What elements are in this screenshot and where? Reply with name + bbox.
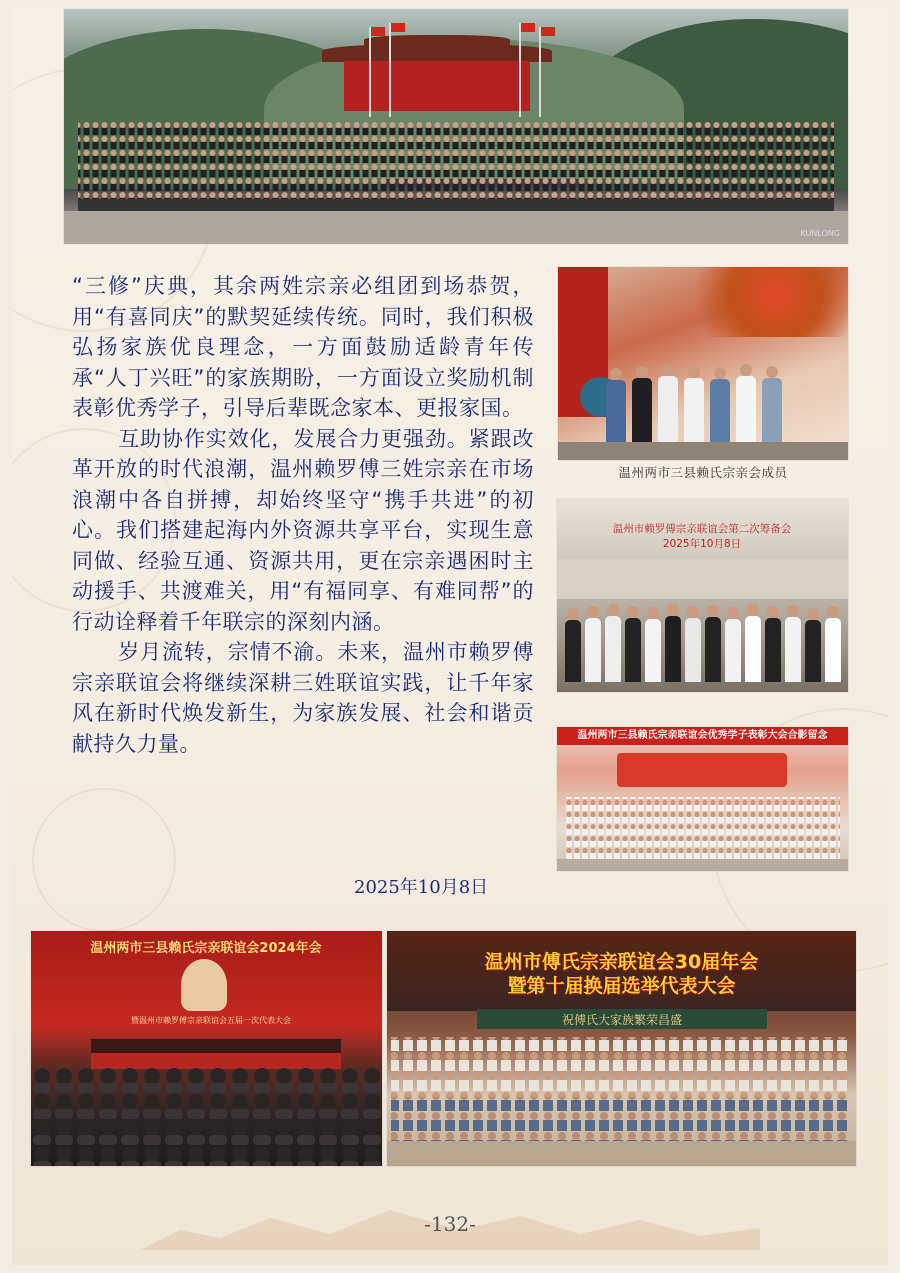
banner-line-2: 2025年10月8日 — [662, 538, 742, 550]
photo-watermark: KUNLONG — [800, 229, 840, 238]
fu-meeting-title-line-1: 温州市傅氏宗亲联谊会30届年会 — [484, 951, 759, 973]
audience — [31, 1067, 382, 1166]
top-group-photo — [64, 9, 848, 244]
article-paragraph-1: “三修”庆典，其余两姓宗亲必组团到场恭贺，用“有喜同庆”的默契延续传统。同时，我们积极弘扬家族优良理念，一方面鼓励适龄青年传承“人丁兴旺”的家族期盼，一方面设立奖励机制表彰优秀学子，引导后辈既念家本、更报家国。 — [72, 274, 534, 420]
photo-2024-annual-meeting — [31, 931, 382, 1166]
article-date: 2025年10月8日 — [354, 877, 489, 898]
annual-meeting-banner: 温州两市三县赖氏宗亲联谊会2024年会 — [90, 941, 322, 956]
photo-caption: 温州两市三县赖氏宗亲会成员 — [618, 465, 788, 480]
fu-meeting-title-line-2: 暨第十届换届选举代表大会 — [507, 975, 736, 997]
article-paragraph-3: 岁月流转，宗情不渝。未来，温州市赖罗傅宗亲联谊会将继续深耕三姓联谊实践，让千年家风在新时代焕发新生，为家族发展、社会和谐贡献持久力量。 — [72, 640, 534, 756]
fu-meeting-subtitle: 祝傅氏大家族繁荣昌盛 — [561, 1013, 682, 1027]
award-crowd — [557, 787, 848, 871]
annual-meeting-sub: 暨温州市赖罗傅宗亲联谊会五届一次代表大会 — [131, 1016, 291, 1025]
photo-fu-clan-30th-annual-meeting — [387, 931, 856, 1166]
article-body — [72, 271, 534, 759]
photo-preparatory-meeting — [557, 499, 848, 692]
photo-student-award-ceremony — [557, 727, 848, 871]
crowd-illustration — [64, 9, 848, 244]
award-banner: 温州两市三县赖氏宗亲联谊会优秀学子表彰大会合影留念 — [557, 727, 848, 745]
page-number: -132- — [424, 1212, 476, 1236]
article-paragraph-2: 互助协作实效化，发展合力更强劲。紧跟改革开放的时代浪潮，温州赖罗傅三姓宗亲在市场浪潮中各自拼搏，却始终坚守“携手共进”的初心。我们搭建起海内外资源共享平台，实现生意同做、经验互通、资源共用，更在宗亲遇困时主动援手、共渡难关，用“有福同享、有难同帮”的行动诠释着千年联宗的深刻内涵。 — [72, 426, 534, 634]
banner-line-1: 温州市赖罗傅宗亲联谊会第二次筹备会 — [612, 523, 792, 535]
fu-crowd — [387, 1031, 856, 1166]
photo-lai-clan-members — [558, 267, 848, 460]
